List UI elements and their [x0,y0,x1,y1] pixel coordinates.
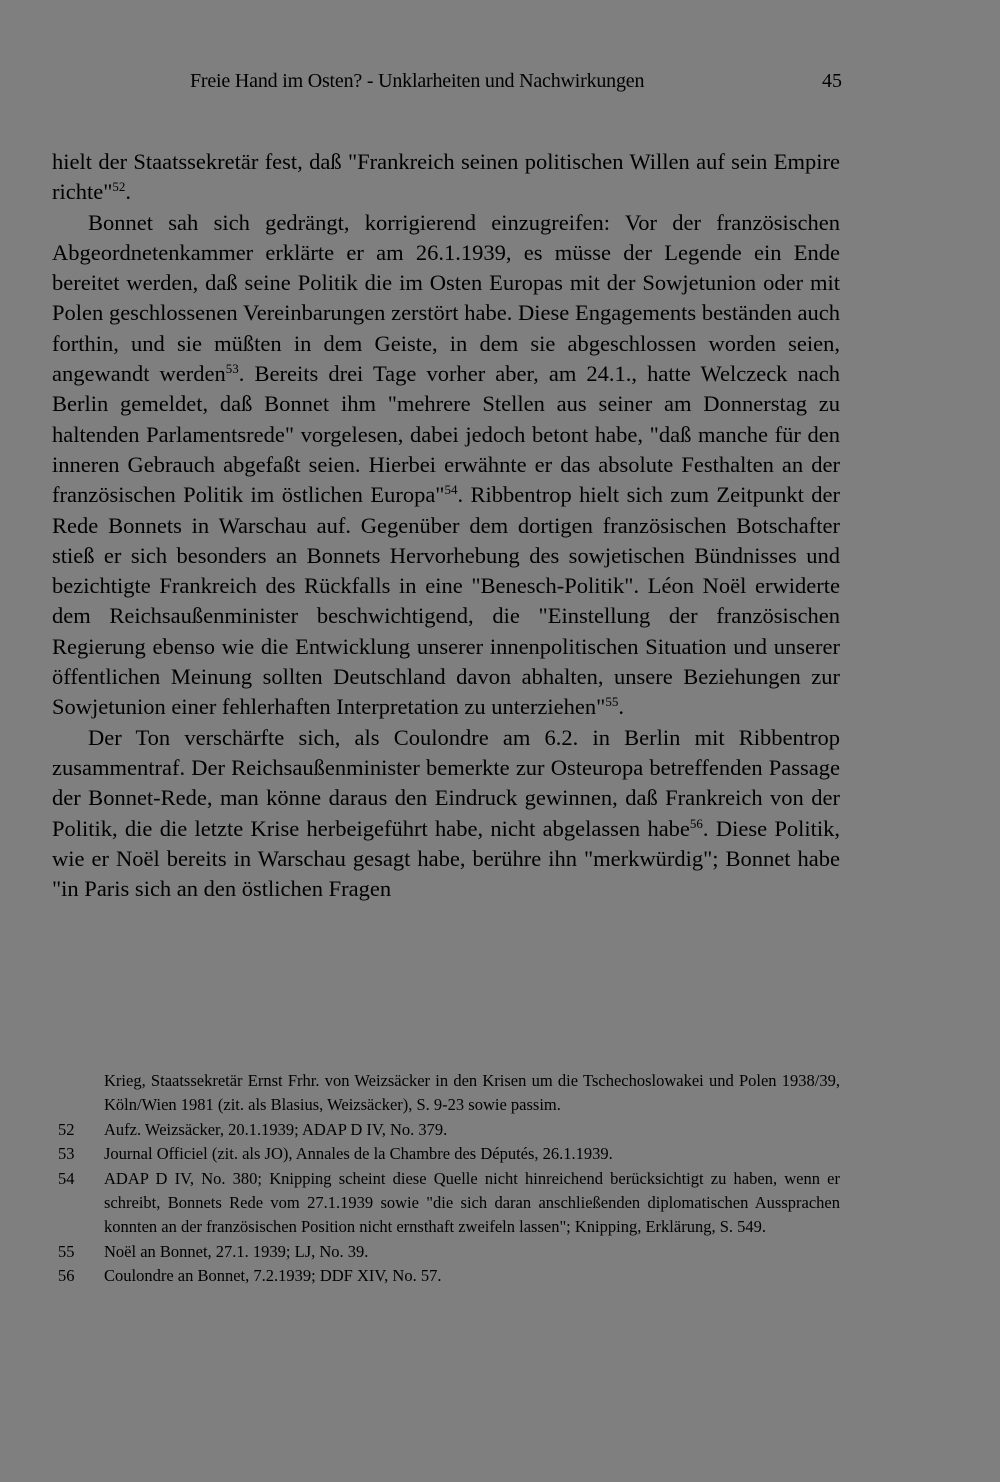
footnote-text: Coulondre an Bonnet, 7.2.1939; DDF XIV, No. 57. [104,1266,442,1286]
footnotes [58,1069,840,1289]
paragraph-2-text-c: . Ribbentrop hielt sich zum Zeitpunkt der Rede Bonnets in Warschau auf. Gegenüber dem dortigen französischen Botschafter stieß er sich besonders an Bonnets Hervorhebung des sowjetischen Bündnisses und bezichtigte Frankreich des Rückfalls in eine "Benesch-Politik". Léon Noël erwiderte dem Reichsaußenminister beschwichtigend, die "Einstellung der französischen Regierung ebenso wie die Entwicklung unserer innenpolitischen Situation und unserer öffentlichen Meinung sollten Deutschland davon abhalten, unsere Beziehungen zur Sowjetunion einer fehlerhaften Interpretation zu unterziehen" [52,482,840,720]
footnote-52 [58,1118,840,1142]
footnote-text: Aufz. Weizsäcker, 20.1.1939; ADAP D IV, No. 379. [104,1119,448,1139]
footnote-number: 56 [58,1266,75,1286]
page-header [190,66,842,96]
paragraph-2-text-d: . [618,694,624,720]
paragraph-2-text-a: Bonnet sah sich gedrängt, korrigierend einzugreifen: Vor der französischen Abgeordnetenkammer erklärte er am 26.1.1939, es müsse der Legende ein Ende bereitet werden, daß seine Politik die im Osten Europas mit der Sowjetunion oder mit Polen geschlossenen Vereinbarungen zerstört habe. Diese Engagements beständen auch forthin, und sie müßten in dem Geiste, in dem sie abgeschlossen worden seien, angewandt werden [52,209,840,387]
footnote-number: 53 [58,1144,75,1164]
paragraph-3 [52,723,840,905]
footnote-text: Journal Officiel (zit. als JO), Annales de la Chambre des Députés, 26.1.1939. [104,1144,613,1164]
footnote-55 [58,1240,840,1264]
body-text [52,147,840,904]
footnote-number: 54 [58,1168,75,1188]
footnote-ref-56: 56 [689,815,703,831]
footnote-ref-53: 53 [225,361,239,377]
paragraph-1-text-end: . [125,179,132,205]
paragraph-1 [52,147,840,208]
paragraph-1-text: hielt der Staatssekretär fest, daß "Frankreich seinen politischen Willen auf sein Empire richte" [52,149,840,205]
footnote-number: 55 [58,1241,75,1261]
footnote-number: 52 [58,1119,75,1139]
footnote-56 [58,1264,840,1288]
footnote-53 [58,1142,840,1166]
footnote-54 [58,1167,840,1240]
running-title: Freie Hand im Osten? - Unklarheiten und Nachwirkungen [190,70,645,92]
footnote-text: ADAP D IV, No. 380; Knipping scheint diese Quelle nicht hinreichend berücksichtigt zu haben, wenn er schreibt, Bonnets Rede vom 27.1.1939 sowie "die sich daran anschließenden diplomatischen Aussprachen konnten an der französischen Position nicht ernsthaft zweifeln lassen"; Knipping, Erklärung, S. 549. [104,1168,840,1237]
footnote-ref-54: 54 [444,482,458,498]
footnote-text: Noël an Bonnet, 27.1. 1939; LJ, No. 39. [104,1241,369,1261]
paragraph-3-text-a: Der Ton verschärfte sich, als Coulondre am 6.2. in Berlin mit Ribbentrop zusammentraf. Der Reichsaußenminister bemerkte zur Osteuropa betreffenden Passage der Bonnet-Rede, man könne daraus den Eindruck gewinnen, daß Frankreich von der Politik, die die letzte Krise herbeigeführt habe, nicht abgelassen habe [52,724,840,841]
footnote-continued [58,1069,840,1118]
footnote-ref-52: 52 [112,179,126,195]
paragraph-3-text-b: . Diese Politik, wie er Noël bereits in Warschau gesagt habe, berühre ihn "merkwürdig"; Bonnet habe "in Paris sich an den östlichen Fragen [52,815,841,902]
paragraph-2 [52,208,840,723]
footnote-ref-55: 55 [605,694,619,710]
page-number: 45 [822,70,842,92]
paragraph-2-text-b: . Bereits drei Tage vorher aber, am 24.1., hatte Welczeck nach Berlin gemeldet, daß Bonnet ihm "mehrere Stellen aus seiner am Donnerstag zu haltenden Parlamentsrede" vorgelesen, dabei jedoch betont habe, "daß manche für den inneren Gebrauch abgefaßt seien. Hierbei erwähnte er das absolute Festhalten an der französischen Politik im östlichen Europa" [52,361,840,508]
footnote-text: Krieg, Staatssekretär Ernst Frhr. von Weizsäcker in den Krisen um die Tschechoslowakei und Polen 1938/39, Köln/Wien 1981 (zit. als Blasius, Weizsäcker), S. 9-23 sowie passim. [104,1071,840,1115]
